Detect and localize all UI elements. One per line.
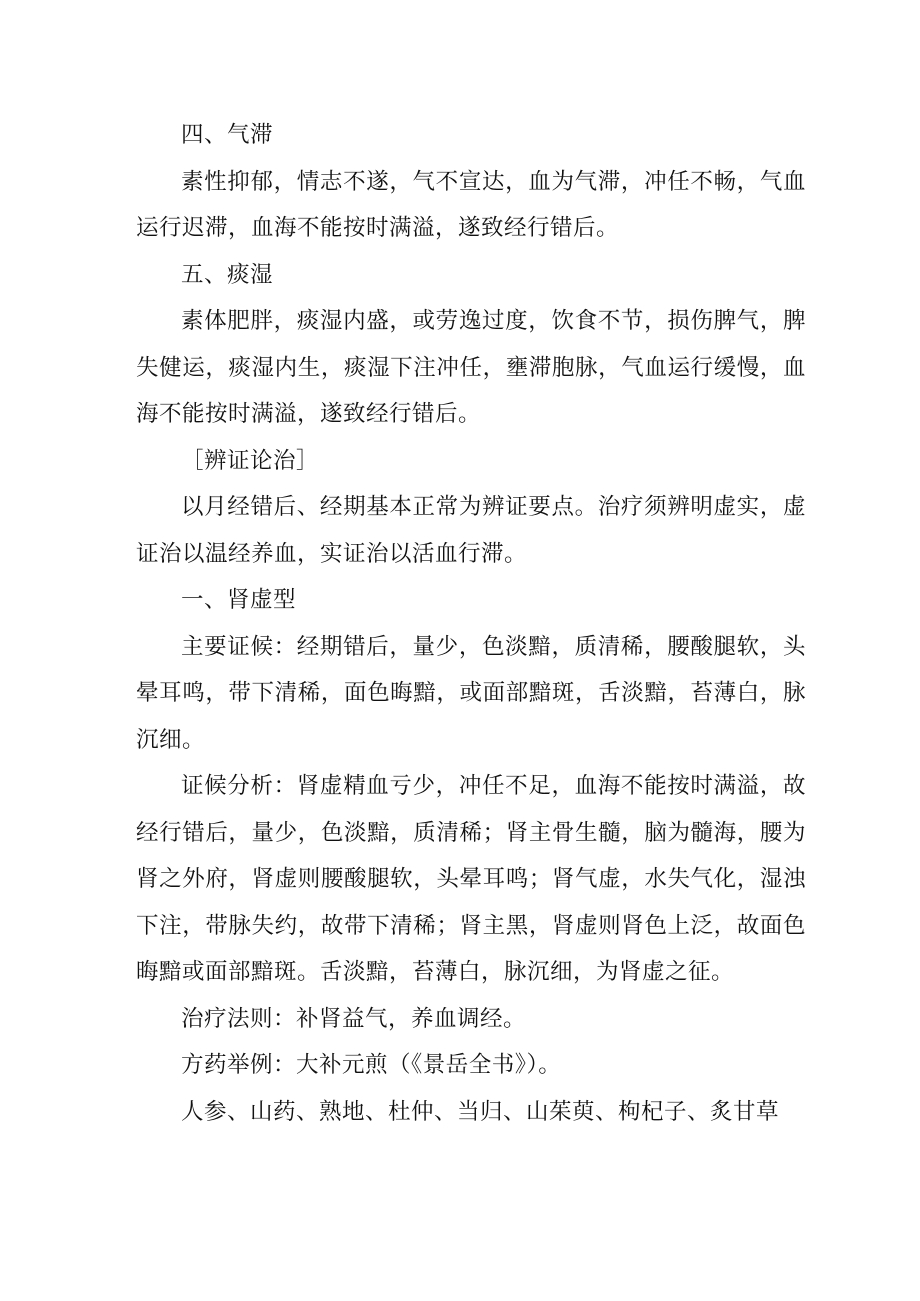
paragraph-symptom-analysis: 证候分析：肾虚精血亏少，冲任不足，血海不能按时满溢，故经行错后，量少，色淡黯，质清稀；肾主骨生髓，脑为髓海，腰为肾之外府，肾虚则腰酸腿软，头晕耳鸣；肾气虚，水失气化，湿浊下注，带脉失约，故带下清稀；肾主黑，肾虚则肾色上泛，故面色晦黯或面部黯斑。舌淡黯，苔薄白，脉沉细，为肾虚之征。 (136, 773, 806, 985)
paragraph-qi-stagnation: 素性抑郁，情志不遂，气不宣达，血为气滞，冲任不畅，气血运行迟滞，血海不能按时满溢，遂致经行错后。 (136, 168, 806, 241)
paragraph-ingredients: 人参、山药、熟地、杜仲、当归、山茱萸、枸杞子、炙甘草 (181, 1098, 780, 1125)
paragraph-treatment-principle: 治疗法则：补肾益气，养血调经。 (181, 1005, 527, 1032)
paragraph-phlegm-dampness: 素体肥胖，痰湿内盛，或劳逸过度，饮食不节，损伤脾气，脾失健运，痰湿内生，痰湿下注冲任，壅滞胞脉，气血运行缓慢，血海不能按时满溢，遂致经行错后。 (136, 308, 806, 427)
section-heading-phlegm-dampness: 五、痰湿 (181, 261, 274, 288)
section-heading-differentiation: ［辨证论治］ (181, 447, 320, 474)
document-body (136, 112, 806, 1135)
paragraph-prescription: 方药举例：大补元煎（《景岳全书》）。 (181, 1052, 562, 1078)
section-heading-qi-stagnation: 四、气滞 (181, 122, 274, 148)
paragraph-differentiation-key: 以月经错后、经期基本正常为辨证要点。治疗须辨明虚实，虚证治以温经养血，实证治以活血行滞。 (136, 494, 806, 567)
paragraph-main-symptoms: 主要证候：经期错后，量少，色淡黯，质清稀，腰酸腿软，头晕耳鸣，带下清稀，面色晦黯，或面部黯斑，舌淡黯，苔薄白，脉沉细。 (136, 633, 806, 753)
section-heading-kidney-deficiency: 一、肾虚型 (181, 587, 297, 613)
